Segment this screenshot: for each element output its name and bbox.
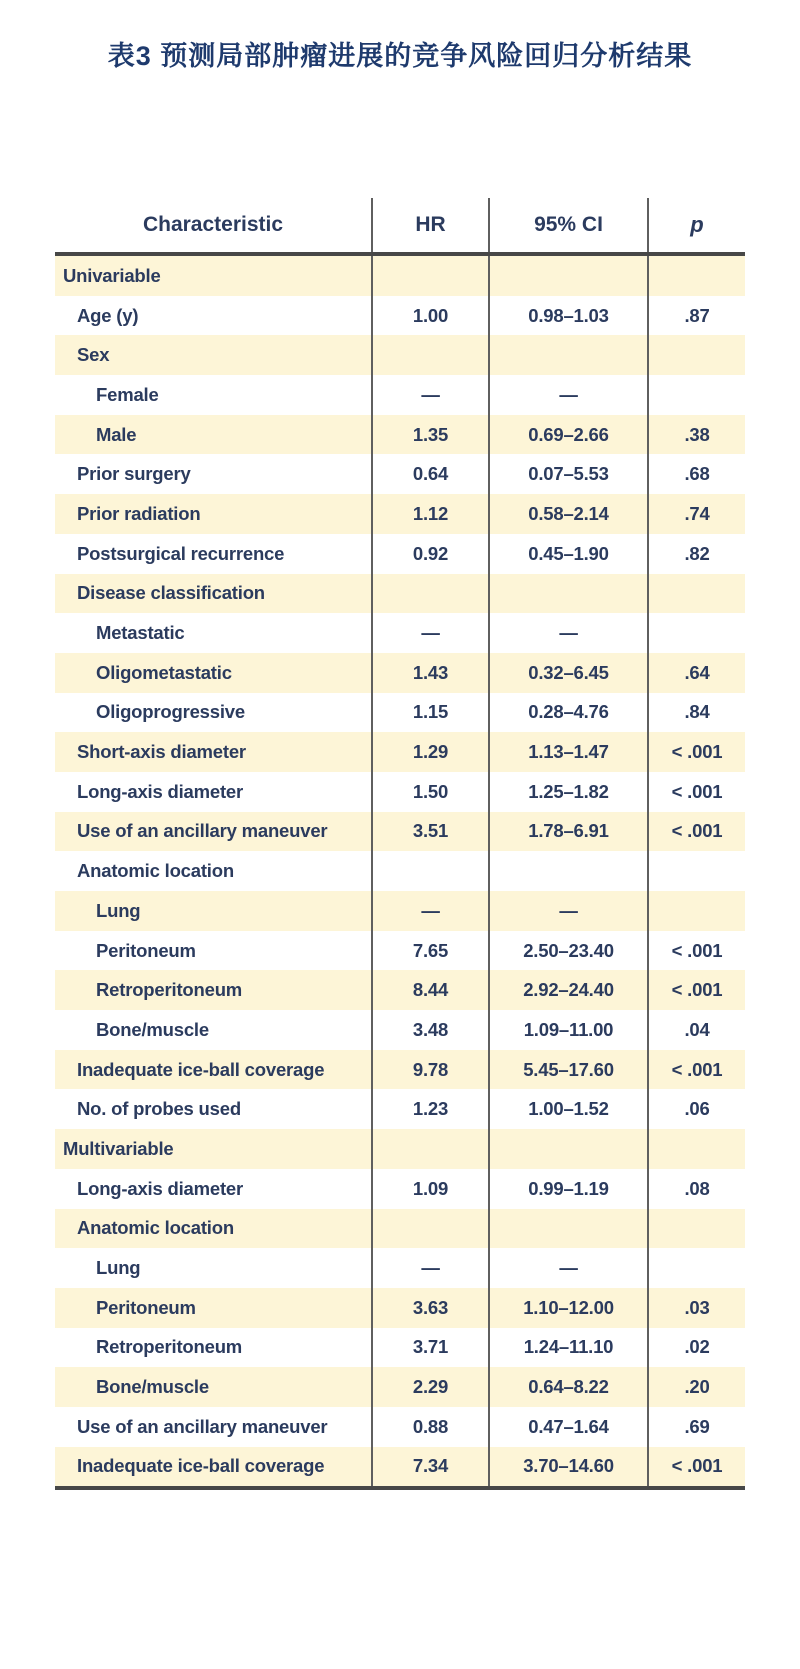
cell-hr: 8.44: [371, 970, 488, 1010]
cell-95ci: 5.45–17.60: [488, 1050, 647, 1090]
cell-characteristic: Bone/muscle: [96, 1018, 209, 1040]
cell-characteristic: Oligometastatic: [96, 661, 232, 683]
cell-characteristic: Long-axis diameter: [77, 780, 244, 802]
cell-p-value: .06: [647, 1089, 745, 1129]
table-row: [55, 693, 745, 733]
table-row: [55, 1248, 745, 1288]
cell-p-value: [647, 256, 745, 296]
cell-characteristic: Peritoneum: [96, 1296, 196, 1318]
cell-hr: 1.23: [371, 1089, 488, 1129]
header-characteristic: Characteristic: [142, 213, 284, 236]
cell-characteristic: Short-axis diameter: [77, 741, 246, 763]
cell-p-value: .84: [647, 693, 745, 733]
cell-p-value: < .001: [647, 812, 745, 852]
header-hr: HR: [371, 198, 488, 252]
cell-characteristic: Postsurgical recurrence: [77, 542, 285, 564]
table-row: [55, 1288, 745, 1328]
cell-p-value: .87: [647, 296, 745, 336]
cell-hr: [371, 256, 488, 296]
cell-characteristic: Age (y): [77, 304, 139, 326]
cell-95ci: 0.98–1.03: [488, 296, 647, 336]
cell-characteristic: Retroperitoneum: [96, 979, 243, 1001]
cell-95ci: 1.25–1.82: [488, 772, 647, 812]
cell-characteristic: Inadequate ice-ball coverage: [77, 1455, 325, 1477]
table-row: [55, 1169, 745, 1209]
cell-95ci: 1.10–12.00: [488, 1288, 647, 1328]
cell-95ci: —: [488, 375, 647, 415]
table-row: [55, 653, 745, 693]
cell-95ci: —: [488, 891, 647, 931]
cell-characteristic: Disease classification: [77, 582, 265, 604]
cell-hr: 3.63: [371, 1288, 488, 1328]
table-row: [55, 534, 745, 574]
cell-p-value: .04: [647, 1010, 745, 1050]
cell-95ci: —: [488, 1248, 647, 1288]
cell-p-value: .03: [647, 1288, 745, 1328]
table-caption: 表3 预测局部肿瘤进展的竞争风险回归分析结果: [107, 41, 693, 71]
table-row: [55, 1407, 745, 1447]
header-95ci: 95% CI: [488, 198, 647, 252]
cell-95ci: 0.69–2.66: [488, 415, 647, 455]
cell-95ci: 1.78–6.91: [488, 812, 647, 852]
cell-characteristic: Prior surgery: [77, 463, 191, 485]
cell-hr: —: [371, 891, 488, 931]
cell-hr: —: [371, 375, 488, 415]
table-row: [55, 454, 745, 494]
cell-p-value: [647, 574, 745, 614]
regression-results-table: [55, 198, 745, 1490]
cell-p-value: .38: [647, 415, 745, 455]
cell-95ci: 1.09–11.00: [488, 1010, 647, 1050]
cell-characteristic: Use of an ancillary maneuver: [77, 820, 328, 842]
table-row: [55, 375, 745, 415]
table-row: [55, 415, 745, 455]
table-row: [55, 1209, 745, 1249]
cell-p-value: .64: [647, 653, 745, 693]
cell-characteristic: Univariable: [63, 264, 161, 286]
cell-p-value: < .001: [647, 1050, 745, 1090]
table-row: [55, 1367, 745, 1407]
cell-95ci: [488, 851, 647, 891]
table-row: [55, 931, 745, 971]
cell-95ci: 0.07–5.53: [488, 454, 647, 494]
cell-95ci: 0.28–4.76: [488, 693, 647, 733]
cell-hr: 1.50: [371, 772, 488, 812]
table-row: [55, 891, 745, 931]
cell-95ci: [488, 1129, 647, 1169]
table-row: [55, 772, 745, 812]
table-row: [55, 335, 745, 375]
cell-p-value: [647, 1248, 745, 1288]
cell-hr: [371, 574, 488, 614]
cell-hr: [371, 1129, 488, 1169]
table-row: [55, 732, 745, 772]
cell-p-value: .74: [647, 494, 745, 534]
cell-hr: 3.48: [371, 1010, 488, 1050]
cell-characteristic: Lung: [96, 1257, 141, 1279]
cell-characteristic: Peritoneum: [96, 939, 196, 961]
cell-95ci: 0.47–1.64: [488, 1407, 647, 1447]
cell-characteristic: Oligoprogressive: [96, 701, 245, 723]
cell-characteristic: Use of an ancillary maneuver: [77, 1415, 328, 1437]
cell-hr: 3.51: [371, 812, 488, 852]
cell-characteristic: Male: [96, 423, 137, 445]
cell-p-value: .20: [647, 1367, 745, 1407]
cell-characteristic: Anatomic location: [77, 860, 234, 882]
cell-95ci: 2.92–24.40: [488, 970, 647, 1010]
cell-95ci: 1.00–1.52: [488, 1089, 647, 1129]
cell-p-value: [647, 335, 745, 375]
table-row: [55, 1089, 745, 1129]
table-row: [55, 256, 745, 296]
cell-95ci: 0.45–1.90: [488, 534, 647, 574]
cell-characteristic: Multivariable: [63, 1137, 174, 1159]
table-row: [55, 851, 745, 891]
cell-p-value: [647, 375, 745, 415]
cell-95ci: [488, 256, 647, 296]
cell-hr: 1.35: [371, 415, 488, 455]
header-p-value: p: [647, 198, 745, 252]
cell-hr: 0.92: [371, 534, 488, 574]
cell-hr: [371, 851, 488, 891]
cell-hr: 1.15: [371, 693, 488, 733]
cell-p-value: [647, 851, 745, 891]
cell-95ci: 0.32–6.45: [488, 653, 647, 693]
cell-p-value: .68: [647, 454, 745, 494]
table-row: [55, 1010, 745, 1050]
cell-characteristic: Female: [96, 383, 159, 405]
cell-p-value: .69: [647, 1407, 745, 1447]
cell-p-value: < .001: [647, 1447, 745, 1487]
cell-95ci: —: [488, 613, 647, 653]
cell-characteristic: Anatomic location: [77, 1217, 234, 1239]
table-header-row: [55, 198, 745, 256]
cell-characteristic: Long-axis diameter: [77, 1177, 244, 1199]
cell-hr: 0.64: [371, 454, 488, 494]
cell-p-value: < .001: [647, 732, 745, 772]
cell-characteristic: Metastatic: [96, 622, 185, 644]
cell-95ci: 1.24–11.10: [488, 1328, 647, 1368]
cell-p-value: .02: [647, 1328, 745, 1368]
cell-hr: 1.12: [371, 494, 488, 534]
cell-hr: 3.71: [371, 1328, 488, 1368]
cell-hr: 1.29: [371, 732, 488, 772]
table-row: [55, 296, 745, 336]
table-row: [55, 1328, 745, 1368]
cell-characteristic: No. of probes used: [77, 1098, 241, 1120]
cell-95ci: 0.99–1.19: [488, 1169, 647, 1209]
cell-95ci: [488, 574, 647, 614]
cell-p-value: .82: [647, 534, 745, 574]
table-row: [55, 970, 745, 1010]
cell-95ci: 1.13–1.47: [488, 732, 647, 772]
cell-characteristic: Retroperitoneum: [96, 1336, 243, 1358]
cell-hr: 2.29: [371, 1367, 488, 1407]
cell-95ci: 3.70–14.60: [488, 1447, 647, 1487]
cell-hr: —: [371, 1248, 488, 1288]
cell-hr: [371, 1209, 488, 1249]
cell-p-value: [647, 891, 745, 931]
cell-hr: 0.88: [371, 1407, 488, 1447]
table-row: [55, 613, 745, 653]
table-row: [55, 1447, 745, 1487]
table-row: [55, 1050, 745, 1090]
cell-characteristic: Lung: [96, 899, 141, 921]
cell-p-value: [647, 613, 745, 653]
cell-characteristic: Inadequate ice-ball coverage: [77, 1058, 325, 1080]
cell-p-value: < .001: [647, 772, 745, 812]
cell-p-value: [647, 1209, 745, 1249]
cell-p-value: < .001: [647, 970, 745, 1010]
table-row: [55, 1129, 745, 1169]
cell-hr: 9.78: [371, 1050, 488, 1090]
cell-hr: 1.00: [371, 296, 488, 336]
cell-95ci: 0.64–8.22: [488, 1367, 647, 1407]
cell-hr: 1.43: [371, 653, 488, 693]
cell-hr: [371, 335, 488, 375]
table-row: [55, 574, 745, 614]
cell-95ci: 0.58–2.14: [488, 494, 647, 534]
cell-95ci: [488, 335, 647, 375]
table-body: [55, 256, 745, 1490]
cell-95ci: [488, 1209, 647, 1249]
cell-hr: 7.34: [371, 1447, 488, 1487]
cell-hr: 7.65: [371, 931, 488, 971]
cell-characteristic: Bone/muscle: [96, 1376, 209, 1398]
cell-p-value: [647, 1129, 745, 1169]
cell-p-value: .08: [647, 1169, 745, 1209]
cell-p-value: < .001: [647, 931, 745, 971]
cell-95ci: 2.50–23.40: [488, 931, 647, 971]
table-row: [55, 494, 745, 534]
cell-characteristic: Prior radiation: [77, 502, 201, 524]
table-row: [55, 812, 745, 852]
cell-hr: 1.09: [371, 1169, 488, 1209]
cell-characteristic: Sex: [77, 344, 110, 366]
cell-hr: —: [371, 613, 488, 653]
